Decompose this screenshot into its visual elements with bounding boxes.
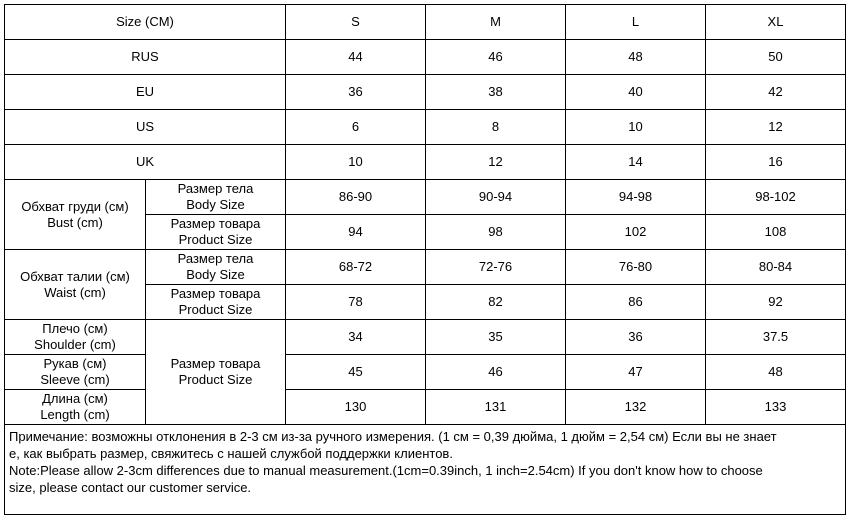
row-length (5, 390, 846, 425)
cell-value: 102 (566, 215, 706, 250)
shoulder-label-ru: Плечо (см) (42, 321, 108, 336)
row-eu (5, 75, 846, 110)
header-row (5, 5, 846, 40)
length-label-ru: Длина (см) (42, 391, 108, 406)
header-size-l: L (566, 5, 706, 40)
cell-value: 98 (426, 215, 566, 250)
body-size-en: Body Size (186, 197, 245, 212)
product-size-label-merged (146, 320, 286, 425)
cell-value: 36 (566, 320, 706, 355)
cell-value: 45 (286, 355, 426, 390)
cell-value: 6 (286, 110, 426, 145)
sleeve-label-en: Sleeve (cm) (40, 372, 110, 387)
row-waist-body (5, 250, 846, 285)
cell-value: 92 (706, 285, 846, 320)
cell-value: 42 (706, 75, 846, 110)
cell-value: 72-76 (426, 250, 566, 285)
header-size-m: M (426, 5, 566, 40)
waist-label-ru: Обхват талии (см) (20, 268, 130, 284)
cell-value: 12 (426, 145, 566, 180)
cell-value: 12 (706, 110, 846, 145)
cell-value: 44 (286, 40, 426, 75)
cell-value: 94 (286, 215, 426, 250)
cell-value: 76-80 (566, 250, 706, 285)
product-size-ru: Размер товара (170, 356, 261, 371)
row-label: US (5, 110, 286, 145)
cell-value: 98-102 (706, 180, 846, 215)
product-size-label (146, 215, 286, 250)
cell-value: 46 (426, 40, 566, 75)
cell-value: 48 (566, 40, 706, 75)
body-size-en: Body Size (186, 267, 245, 282)
cell-value: 133 (706, 390, 846, 425)
cell-value: 108 (706, 215, 846, 250)
cell-value: 50 (706, 40, 846, 75)
shoulder-label-en: Shoulder (cm) (34, 337, 116, 352)
length-label (5, 390, 146, 425)
sleeve-label-ru: Рукав (см) (43, 356, 107, 371)
body-size-label (146, 180, 286, 215)
product-size-en: Product Size (178, 372, 253, 387)
body-size-label (146, 250, 286, 285)
product-size-ru: Размер товара (170, 216, 261, 231)
cell-value: 16 (706, 145, 846, 180)
cell-value: 131 (426, 390, 566, 425)
cell-value: 132 (566, 390, 706, 425)
bust-label-ru: Обхват груди (см) (21, 198, 129, 214)
body-size-ru: Размер тела (177, 181, 254, 196)
row-bust-body (5, 180, 846, 215)
body-size-ru: Размер тела (177, 251, 254, 266)
note-ru-line-1: Примечание: возможны отклонения в 2-3 см из-за ручного измерения. (1 см = 0,39 дюйма, 1 дюйм = 2,54 см) Если вы не знает (9, 429, 777, 444)
cell-value: 48 (706, 355, 846, 390)
row-shoulder (5, 320, 846, 355)
row-us (5, 110, 846, 145)
cell-value: 46 (426, 355, 566, 390)
cell-value: 10 (286, 145, 426, 180)
row-sleeve (5, 355, 846, 390)
cell-value: 47 (566, 355, 706, 390)
sleeve-label (5, 355, 146, 390)
cell-value: 78 (286, 285, 426, 320)
cell-value: 35 (426, 320, 566, 355)
product-size-label (146, 285, 286, 320)
product-size-en: Product Size (178, 232, 253, 247)
cell-value: 90-94 (426, 180, 566, 215)
cell-value: 80-84 (706, 250, 846, 285)
row-label: EU (5, 75, 286, 110)
cell-value: 94-98 (566, 180, 706, 215)
header-label: Size (CM) (5, 5, 286, 40)
measurement-note (5, 425, 846, 515)
row-rus (5, 40, 846, 75)
cell-value: 68-72 (286, 250, 426, 285)
cell-value: 8 (426, 110, 566, 145)
cell-value: 130 (286, 390, 426, 425)
cell-value: 38 (426, 75, 566, 110)
product-size-ru: Размер товара (170, 286, 261, 301)
size-table (4, 4, 846, 515)
row-label: UK (5, 145, 286, 180)
row-label: RUS (5, 40, 286, 75)
cell-value: 86 (566, 285, 706, 320)
cell-value: 34 (286, 320, 426, 355)
cell-value: 40 (566, 75, 706, 110)
row-uk (5, 145, 846, 180)
note-en-line-1: Note:Please allow 2-3cm differences due to manual measurement.(1cm=0.39inch, 1 inch=2.54cm) If you don't know how to choose (9, 463, 763, 478)
bust-label (5, 180, 146, 250)
cell-value: 36 (286, 75, 426, 110)
note-ru-line-2: е, как выбрать размер, свяжитесь с нашей службой поддержки клиентов. (9, 446, 453, 461)
waist-label-en: Waist (cm) (44, 284, 106, 300)
length-label-en: Length (cm) (40, 407, 110, 422)
cell-value: 86-90 (286, 180, 426, 215)
note-en-line-2: size, please contact our customer service. (9, 480, 252, 495)
waist-label (5, 250, 146, 320)
cell-value: 37.5 (706, 320, 846, 355)
shoulder-label (5, 320, 146, 355)
bust-label-en: Bust (cm) (47, 214, 103, 230)
cell-value: 14 (566, 145, 706, 180)
cell-value: 10 (566, 110, 706, 145)
header-size-xl: XL (706, 5, 846, 40)
note-row (5, 425, 846, 515)
cell-value: 82 (426, 285, 566, 320)
product-size-en: Product Size (178, 302, 253, 317)
header-size-s: S (286, 5, 426, 40)
